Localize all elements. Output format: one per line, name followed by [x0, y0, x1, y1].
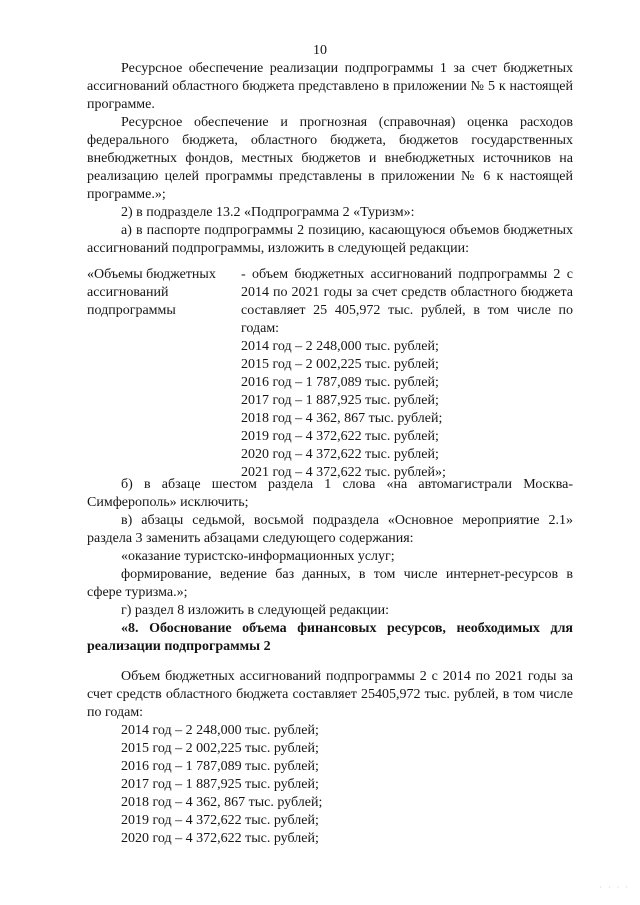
- passport-year-2018: 2018 год – 4 362, 867 тыс. рублей;: [241, 411, 443, 426]
- paragraph-item-b: б) в абзаце шестом раздела 1 слова «на автомагистрали Москва-Симферополь» исключить;: [87, 477, 573, 510]
- year-2015: 2015 год – 2 002,225 тыс. рублей;: [121, 741, 319, 756]
- paragraph-item-g: г) раздел 8 изложить в следующей редакции:: [121, 603, 389, 618]
- year-2020: 2020 год – 4 372,622 тыс. рублей;: [121, 831, 319, 846]
- passport-year-2014: 2014 год – 2 248,000 тыс. рублей;: [241, 339, 439, 354]
- page-number: 10: [313, 43, 327, 58]
- year-2017: 2017 год – 1 887,925 тыс. рублей;: [121, 777, 319, 792]
- section-8-heading: «8. Обоснование объема финансовых ресурсов, необходимых для реализации подпрограммы 2: [87, 621, 573, 654]
- paragraph-databases: формирование, ведение баз данных, в том числе интернет-ресурсов в сфере туризма.»;: [87, 567, 573, 600]
- passport-year-2015: 2015 год – 2 002,225 тыс. рублей;: [241, 357, 439, 372]
- paragraph-budget-volume: Объем бюджетных ассигнований подпрограммы 2 с 2014 по 2021 годы за счет средств областного бюджета составляет 25405,972 тыс. рублей, в том числе по годам:: [87, 669, 573, 720]
- paragraph-tourist-info-services: «оказание туристско-информационных услуг;: [121, 549, 395, 564]
- passport-year-2021: 2021 год – 4 372,622 тыс. рублей»;: [241, 465, 446, 480]
- passport-year-2020: 2020 год – 4 372,622 тыс. рублей;: [241, 447, 439, 462]
- year-2016: 2016 год – 1 787,089 тыс. рублей;: [121, 759, 319, 774]
- passport-value: [241, 266, 573, 482]
- year-2019: 2019 год – 4 372,622 тыс. рублей;: [121, 813, 319, 828]
- paragraph-subsection-13-2: 2) в подразделе 13.2 «Подпрограмма 2 «Туризм»:: [121, 205, 415, 220]
- year-2018: 2018 год – 4 362, 867 тыс. рублей;: [121, 795, 323, 810]
- passport-year-2019: 2019 год – 4 372,622 тыс. рублей;: [241, 429, 439, 444]
- passport-value-text: - объем бюджетных ассигнований подпрограммы 2 с 2014 по 2021 годы за счет средств областного бюджета составляет 25 405,972 тыс. рублей, в том числе по годам:: [241, 267, 573, 336]
- scan-artifact: · · · ·: [599, 883, 630, 892]
- passport-label: «Объемы бюджетных ассигнований подпрограммы: [87, 267, 216, 318]
- passport-year-2016: 2016 год – 1 787,089 тыс. рублей;: [241, 375, 439, 390]
- year-2014: 2014 год – 2 248,000 тыс. рублей;: [121, 723, 319, 738]
- paragraph-item-v: в) абзацы седьмой, восьмой подраздела «Основное мероприятие 2.1» раздела 3 заменить абзацами следующего содержания:: [87, 513, 573, 546]
- paragraph-resource-subprogram-1: Ресурсное обеспечение реализации подпрограммы 1 за счет бюджетных ассигнований областного бюджета представлено в приложении № 5 к настоящей программе.: [87, 61, 573, 112]
- year-list: [87, 722, 573, 848]
- paragraph-passport-item-a: а) в паспорте подпрограммы 2 позицию, касающуюся объемов бюджетных ассигнований подпрограммы, изложить в следующей редакции:: [87, 223, 573, 256]
- passport-year-2017: 2017 год – 1 887,925 тыс. рублей;: [241, 393, 439, 408]
- paragraph-forecast-estimate: Ресурсное обеспечение и прогнозная (справочная) оценка расходов федерального бюджета, областного бюджета, бюджетов государственных внебюджетных фондов, местных бюджетов и внебюджетных источников на реализацию целей программы представлены в приложении № 6 к настоящей программе.»;: [87, 115, 573, 202]
